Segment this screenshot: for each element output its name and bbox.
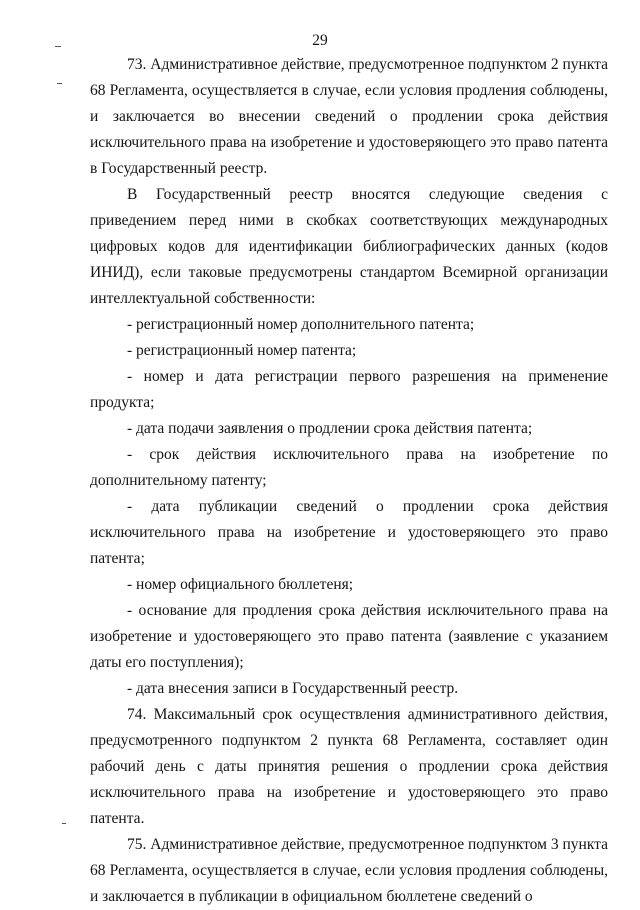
list-item: - номер и дата регистрации первого разрешения на применение продукта; xyxy=(90,368,608,411)
list-item: - регистрационный номер патента; xyxy=(127,342,357,359)
list-item: - дата внесения записи в Государственный реестр. xyxy=(127,680,459,697)
list-item: - дата подачи заявления о продлении срока действия патента; xyxy=(127,420,533,437)
paragraph-registry-intro: В Государственный реестр вносятся следующие сведения с приведением перед ними в скобках соответствующих международных цифровых кодов для идентификации библиографических данных (кодов ИНИД), если таковые предусмотрены стандартом Всемирной организации интеллектуальной собственности: xyxy=(90,186,608,307)
scan-mark xyxy=(55,46,61,47)
list-item: - регистрационный номер дополнительного патента; xyxy=(127,316,475,333)
paragraph-74: 74. Максимальный срок осуществления административного действия, предусмотренного подпунктом 2 пункта 68 Регламента, составляет один рабочий день с даты принятия решения о продлении срока действия исключительного права на изобретение и удостоверяющего это право патента. xyxy=(90,706,608,827)
list-item: - дата публикации сведений о продлении срока действия исключительного права на изобретение и удостоверяющего это право патента; xyxy=(90,498,608,567)
paragraph-73: 73. Административное действие, предусмотренное подпунктом 2 пункта 68 Регламента, осуществляется в случае, если условия продления соблюдены, и заключается во внесении сведений о продлении срока действия исключительного права на изобретение и удостоверяющего это право патента в Государственный реестр. xyxy=(90,56,608,177)
scan-mark xyxy=(57,83,62,84)
page-number: 29 xyxy=(312,32,328,49)
list-item: - номер официального бюллетеня; xyxy=(127,576,354,593)
list-item: - срок действия исключительного права на изобретение по дополнительному патенту; xyxy=(90,446,608,489)
paragraph-75: 75. Административное действие, предусмотренное подпунктом 3 пункта 68 Регламента, осуществляется в случае, если условия продления соблюдены, и заключается в публикации в официальном бюллетене сведений о xyxy=(90,836,608,905)
list-item: - основание для продления срока действия исключительного права на изобретение и удостоверяющего это право патента (заявление с указанием даты его поступления); xyxy=(90,602,608,671)
scan-mark xyxy=(62,823,66,824)
document-body xyxy=(90,52,608,910)
